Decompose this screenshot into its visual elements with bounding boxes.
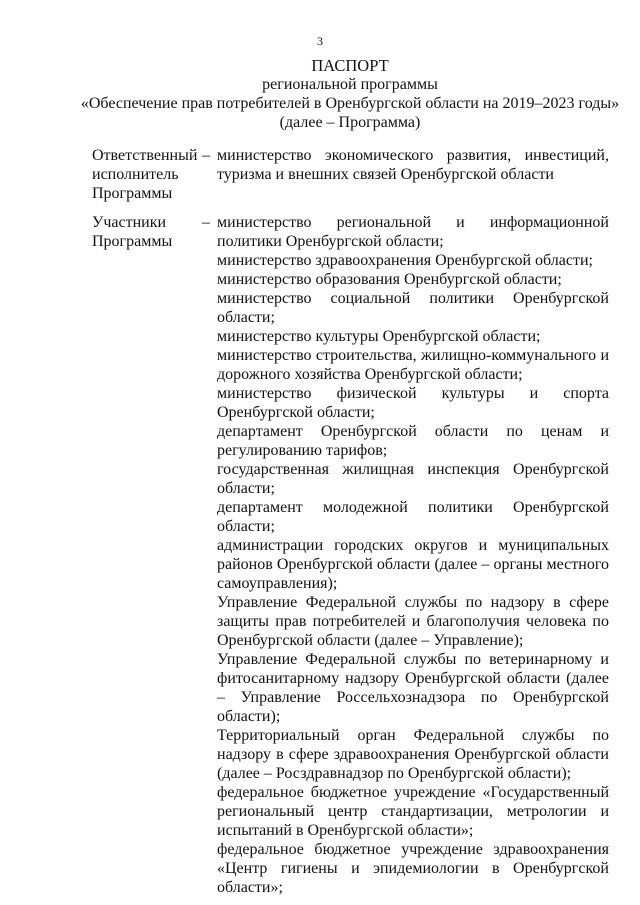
participant-item: министерство физической культуры и спорта Оренбургской области; [217,385,609,421]
participant-item: министерство строительства, жилищно-коммунального и дорожного хозяйства Оренбургской области; [217,347,609,383]
program-name: «Обеспечение прав потребителей в Оренбургской области на 2019–2023 годы» [80,95,620,112]
page-number: 3 [317,34,323,48]
participant-item: департамент Оренбургской области по ценам и регулированию тарифов; [217,423,609,459]
participant-item: федеральное бюджетное учреждение здравоохранения «Центр гигиены и эпидемиологии в Оренбургской области»; [217,841,609,896]
participants-list [217,213,609,897]
participant-item: администрации городских округов и муниципальных районов Оренбургской области (далее – органы местного самоуправления); [217,537,609,592]
participants-dash: – [202,214,210,231]
participant-item: департамент молодежной политики Оренбургской области; [217,499,609,535]
participant-item: министерство образования Оренбургской области; [217,271,562,288]
participant-item: Территориальный орган Федеральной службы по надзору в сфере здравоохранения Оренбургской области (далее – Росздравнадзор по Оренбургской области); [217,727,609,782]
participant-item: федеральное бюджетное учреждение «Государственный региональный центр стандартизации, метрологии и испытаний в Оренбургской области»; [217,784,609,839]
participant-item: министерство региональной и информационной политики Оренбургской области; [217,214,609,250]
participant-item: министерство культуры Оренбургской области; [217,328,541,345]
executor-value [217,146,609,184]
participant-item: государственная жилищная инспекция Оренбургской области; [217,461,609,497]
participant-item: министерство здравоохранения Оренбургской области; [217,252,593,269]
document-title: ПАСПОРТ [311,56,389,75]
participant-item: министерство социальной политики Оренбургской области; [217,290,609,326]
program-abbreviation: (далее – Программа) [279,114,421,131]
executor-dash: – [202,147,210,164]
executor-label: Ответственный исполнитель Программы [92,147,198,202]
participant-item: Управление Федеральной службы по ветеринарному и фитосанитарному надзору Оренбургской области (далее – Управление Россельхознадзора по Оренбургской области); [217,651,609,725]
document-header [60,56,640,132]
participants-label: Участники Программы [92,214,173,250]
executor-text: министерство экономического развития, инвестиций, туризма и внешних связей Оренбургской области [217,147,609,183]
document-subtitle: региональной программы [262,76,438,93]
participant-item: Управление Федеральной службы по надзору в сфере защиты прав потребителей и благополучия человека по Оренбургской области (далее – Управление); [217,594,609,649]
